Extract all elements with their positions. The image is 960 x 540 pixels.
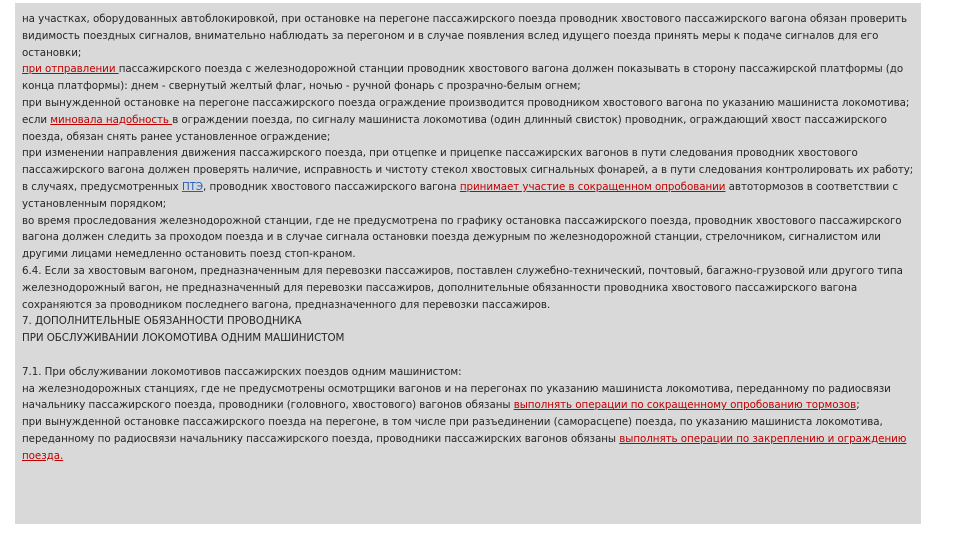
paragraph-10-text: на железнодорожных станциях, где не предусмотрены осмотрщики вагонов и на перегонах по указанию машиниста локомотива, переданному по радиосвязи начальнику пассажирского поезда, проводники (головного, хвостового) вагонов обязаны [22,382,891,412]
link-pte[interactable]: ПТЭ [181,180,204,193]
paragraph-6-post: автотормозов в соответствии с установленным порядком; [22,180,898,210]
section-heading-2: ПРИ ОБСЛУЖИВАНИИ ЛОКОМОТИВА ОДНИМ МАШИНИСТОМ [22,332,345,345]
paragraph-4 [22,112,914,146]
paragraph-11 [22,414,914,464]
link-brake-test-participation[interactable]: принимает участие в сокращенном опробовании [459,180,726,193]
paragraph-1: на участках, оборудованных автоблокировкой, при остановке на перегоне пассажирского поезда проводник хвостового пассажирского вагона обязан проверить видимость поездных сигналов, внимательно наблюдать за перегоном и в случае появления вслед идущего поезда принять меры к подаче сигналов для его остановки; [22,13,908,59]
paragraph-11-text: при вынужденной остановке пассажирского поезда на перегоне, в том числе при разъединении (саморасцепе) поезда, по указанию машиниста локомотива, переданному по радиосвязи начальнику пассажирского поезда, проводники пассажирских вагонов обязаны [22,416,883,445]
section-heading-1: 7. ДОПОЛНИТЕЛЬНЫЕ ОБЯЗАННОСТИ ПРОВОДНИКА [22,315,302,328]
paragraph-10-post: ; [856,399,860,412]
paragraph-2 [22,61,914,95]
slide-panel [15,3,921,524]
paragraph-6 [22,179,914,213]
paragraph-5: при изменении направления движения пассажирского поезда, при отцепке и прицепке пассажирских вагонов в пути следования проводник хвостового пассажирского вагона должен проверять наличие, исправность и чистоту стекол хвостовых сигнальных фонарей, а в пути следования контролировать их работу; [22,147,914,177]
link-departure[interactable]: при отправлении [22,63,119,76]
paragraph-7: во время проследования железнодорожной станции, где не предусмотрена по графику остановка пассажирского поезда, проводник хвостового пассажирского вагона должен следить за проходом поезда и в случае сигнала остановки поезда дежурным по железнодорожной станции, стрелочником, сигналистом или другими лицами немедленно остановить поезд стоп-краном. [22,214,902,261]
paragraph-4-pre: если [22,113,51,126]
paragraph-6-mid: , проводник хвостового пассажирского вагона [203,180,460,193]
paragraph-6-pre: в случаях, предусмотренных [22,180,182,193]
link-securing-train[interactable]: выполнять операции по закреплению и ограждению поезда. [22,432,907,462]
paragraph-3: при вынужденной остановке на перегоне пассажирского поезда ограждение производится проводником хвостового вагона по указанию машиниста локомотива; [22,96,910,109]
link-need-passed[interactable]: миновала надобность [50,113,173,126]
paragraph-9: 7.1. При обслуживании локомотивов пассажирских поездов одним машинистом: [22,365,462,378]
paragraph-2-text: пассажирского поезда с железнодорожной станции проводник хвостового вагона должен показывать в сторону пассажирской платформы (до конца платформы): днем - свернутый желтый флаг, ночью - ручной фонарь с прозрачно-белым огнем; [22,63,904,93]
document-body [22,11,914,465]
paragraph-8: 6.4. Если за хвостовым вагоном, предназначенным для перевозки пассажиров, поставлен служебно-технический, почтовый, багажно-грузовой или другого типа железнодорожный вагон, не предназначенный для перевозки пассажиров, дополнительные обязанности проводника хвостового пассажирского вагона сохраняются за проводником последнего вагона, предназначенного для перевозки пассажиров. [22,264,903,311]
paragraph-10 [22,381,914,415]
link-brake-test-operations[interactable]: выполнять операции по сокращенному опробованию тормозов [513,399,857,412]
paragraph-4-text: в ограждении поезда, по сигналу машиниста локомотива (один длинный свисток) проводник, ограждающий хвост пассажирского поезда, обязан снять ранее установленное ограждение; [22,113,887,143]
blank-line [22,347,914,364]
